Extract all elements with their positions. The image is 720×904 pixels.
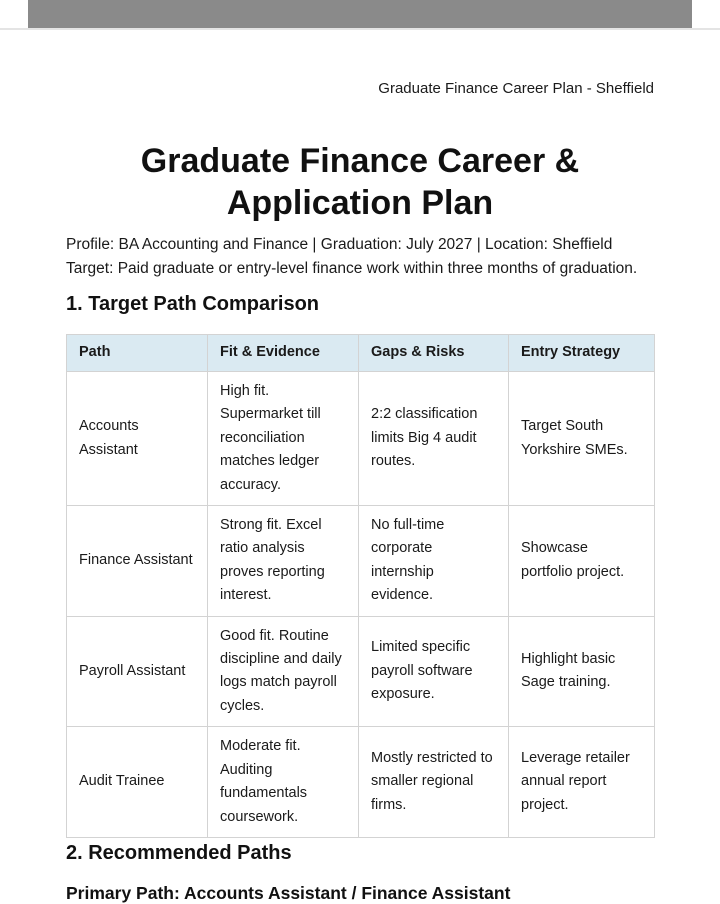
fit-cell: Strong fit. Excel ratio analysis proves reporting interest. xyxy=(208,506,359,617)
fit-cell: Good fit. Routine discipline and daily logs match payroll cycles. xyxy=(208,616,359,727)
column-header: Path xyxy=(67,335,208,372)
path-cell: Payroll Assistant xyxy=(67,616,208,727)
strategy-cell: Target South Yorkshire SMEs. xyxy=(509,372,655,506)
table-row xyxy=(67,727,655,838)
profile-summary xyxy=(66,233,666,281)
profile-line: Profile: BA Accounting and Finance | Graduation: July 2027 | Location: Sheffield xyxy=(66,236,613,253)
table-header-row xyxy=(67,335,655,372)
target-path-table xyxy=(66,334,655,838)
column-header: Fit & Evidence xyxy=(208,335,359,372)
path-cell: Audit Trainee xyxy=(67,727,208,838)
strategy-cell: Showcase portfolio project. xyxy=(509,506,655,617)
path-cell: Finance Assistant xyxy=(67,506,208,617)
column-header: Gaps & Risks xyxy=(359,335,509,372)
strategy-cell: Leverage retailer annual report project. xyxy=(509,727,655,838)
section-heading-recommended-paths: 2. Recommended Paths xyxy=(66,842,292,864)
fit-cell: Moderate fit. Auditing fundamentals coursework. xyxy=(208,727,359,838)
table-row xyxy=(67,372,655,506)
table-row xyxy=(67,616,655,727)
strategy-cell: Highlight basic Sage training. xyxy=(509,616,655,727)
column-header: Entry Strategy xyxy=(509,335,655,372)
path-cell: Accounts Assistant xyxy=(67,372,208,506)
table-row xyxy=(67,506,655,617)
gaps-cell: Mostly restricted to smaller regional firms. xyxy=(359,727,509,838)
primary-path-heading: Primary Path: Accounts Assistant / Finance Assistant xyxy=(66,883,511,903)
running-header: Graduate Finance Career Plan - Sheffield xyxy=(378,80,654,97)
gaps-cell: No full-time corporate internship evidence. xyxy=(359,506,509,617)
document-title: Graduate Finance Career & Application Plan xyxy=(140,142,580,222)
fit-cell: High fit. Supermarket till reconciliation matches ledger accuracy. xyxy=(208,372,359,506)
section-heading-target-path: 1. Target Path Comparison xyxy=(66,293,320,315)
gaps-cell: 2:2 classification limits Big 4 audit routes. xyxy=(359,372,509,506)
top-divider xyxy=(0,28,720,30)
top-bar xyxy=(28,0,692,29)
gaps-cell: Limited specific payroll software exposure. xyxy=(359,616,509,727)
target-line: Target: Paid graduate or entry-level finance work within three months of graduation. xyxy=(66,260,638,277)
